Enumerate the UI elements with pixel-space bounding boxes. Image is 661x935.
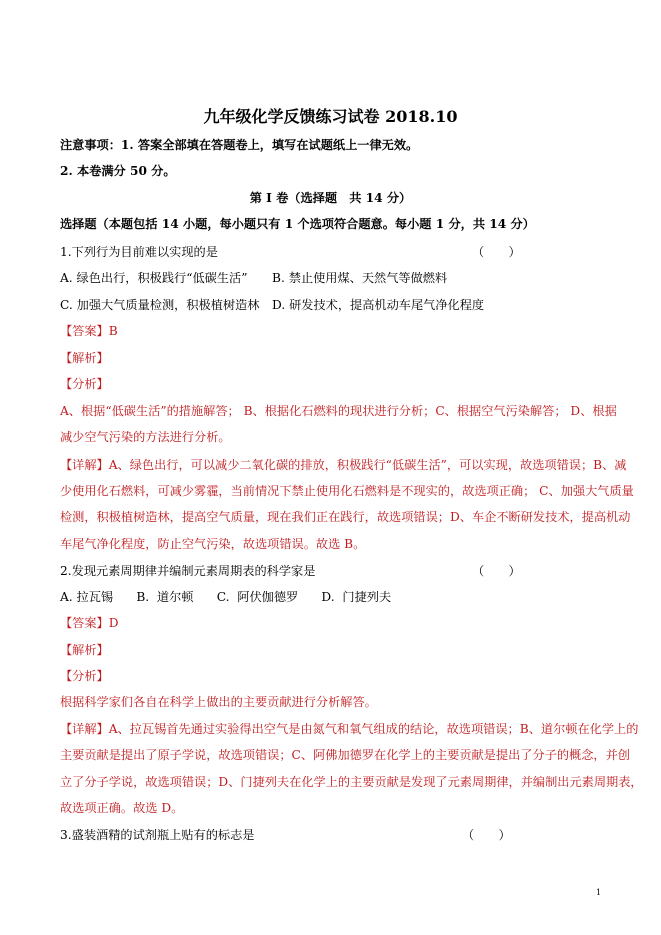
q3-answer-bracket: （ ） [462, 828, 511, 842]
part1-heading: 第 I 卷（选择题 共 14 分） [249, 191, 412, 205]
q1-option-b: B. 禁止使用煤、天然气等做燃料 [272, 271, 448, 285]
q2-detail-label: 【详解】 [60, 722, 109, 736]
q1-option-d: D. 研发技术，提高机动车尾气净化程度 [272, 298, 485, 312]
q1-detail-text-1: A、绿色出行，可以减少二氧化碳的排放，积极践行“低碳生活”，可以实现，故选项错误；B、减 [108, 458, 627, 472]
q1-jiexi-label: 【解析】 [60, 351, 109, 365]
q2-detail-line-3: 立了分子学说，故选项错误；D、门捷列夫在化学上的主要贡献是发现了元素周期律，并编制出元素周期表， [60, 775, 643, 789]
q1-detail-line-3: 检测，积极植树造林，提高空气质量，现在我们正在践行，故选项错误；D、车企不断研发技术，提高机动 [60, 510, 631, 524]
q1-option-c: C. 加强大气质量检测，积极植树造林 [60, 298, 260, 312]
q2-stem: 2.发现元素周期律并编制元素周期表的科学家是 [60, 564, 316, 578]
q1-option-a: A. 绿色出行，积极践行“低碳生活” [60, 271, 248, 285]
q2-fenxi-label: 【分析】 [60, 669, 109, 683]
q2-detail-line-1 [60, 721, 638, 737]
q1-answer-value: B [108, 324, 118, 338]
q1-stem: 1.下列行为目前难以实现的是 [60, 245, 218, 259]
q2-detail-line-2: 主要贡献是提出了原子学说，故选项错误；C、阿佛加德罗在化学上的主要贡献是提出了分子的概念，并创 [60, 748, 630, 762]
page-number: 1 [596, 888, 602, 897]
q1-fenxi-label: 【分析】 [60, 377, 109, 391]
q2-jiexi-label: 【解析】 [60, 643, 109, 657]
q2-detail-line-4: 故选项正确。故选 D。 [60, 801, 184, 815]
q2-answer-bracket: （ ） [472, 564, 521, 578]
q1-detail-label: 【详解】 [60, 458, 109, 472]
q2-fenxi-line-1: 根据科学家们各自在科学上做出的主要贡献进行分析解答。 [60, 695, 377, 709]
section-instruction: 选择题（本题包括 14 小题，每小题只有 1 个选项符合题意。每小题 1 分，共 14 分） [60, 217, 535, 231]
q2-answer-label: 【答案】 [60, 616, 109, 630]
q2-options: A. 拉瓦锡 B. 道尔顿 C. 阿伏伽德罗 D. 门捷列夫 [60, 590, 392, 604]
q1-detail-line-4: 车尾气净化程度，防止空气污染，故选项错误。故选 B。 [60, 537, 366, 551]
q1-fenxi-line-2: 减少空气污染的方法进行分析。 [60, 430, 231, 444]
q1-answer [60, 323, 118, 339]
q2-answer [60, 615, 119, 631]
q1-detail-line-1 [60, 457, 626, 473]
q2-detail-text-1: A、拉瓦锡首先通过实验得出空气是由氮气和氧气组成的结论，故选项错误；B、道尔顿在化学上的 [108, 722, 639, 736]
q1-detail-line-2: 少使用化石燃料，可减少雾霾，当前情况下禁止使用化石燃料是不现实的，故选项正确； C、加强大气质量 [60, 484, 634, 498]
q1-fenxi-line-1: A、根据“低碳生活”的措施解答； B、根据化石燃料的现状进行分析；C、根据空气污染解答； D、根据 [60, 404, 617, 418]
q1-answer-bracket: （ ） [472, 245, 521, 259]
q1-answer-label: 【答案】 [60, 324, 109, 338]
notes-line-1: 注意事项：1. 答案全部填在答题卷上，填写在试题纸上一律无效。 [60, 138, 419, 152]
notes-line-2: 2. 本卷满分 50 分。 [60, 164, 176, 178]
exam-title: 九年级化学反馈练习试卷 2018.10 [203, 107, 458, 126]
q3-stem: 3.盛装酒精的试剂瓶上贴有的标志是 [60, 828, 255, 842]
q2-answer-value: D [108, 616, 119, 630]
